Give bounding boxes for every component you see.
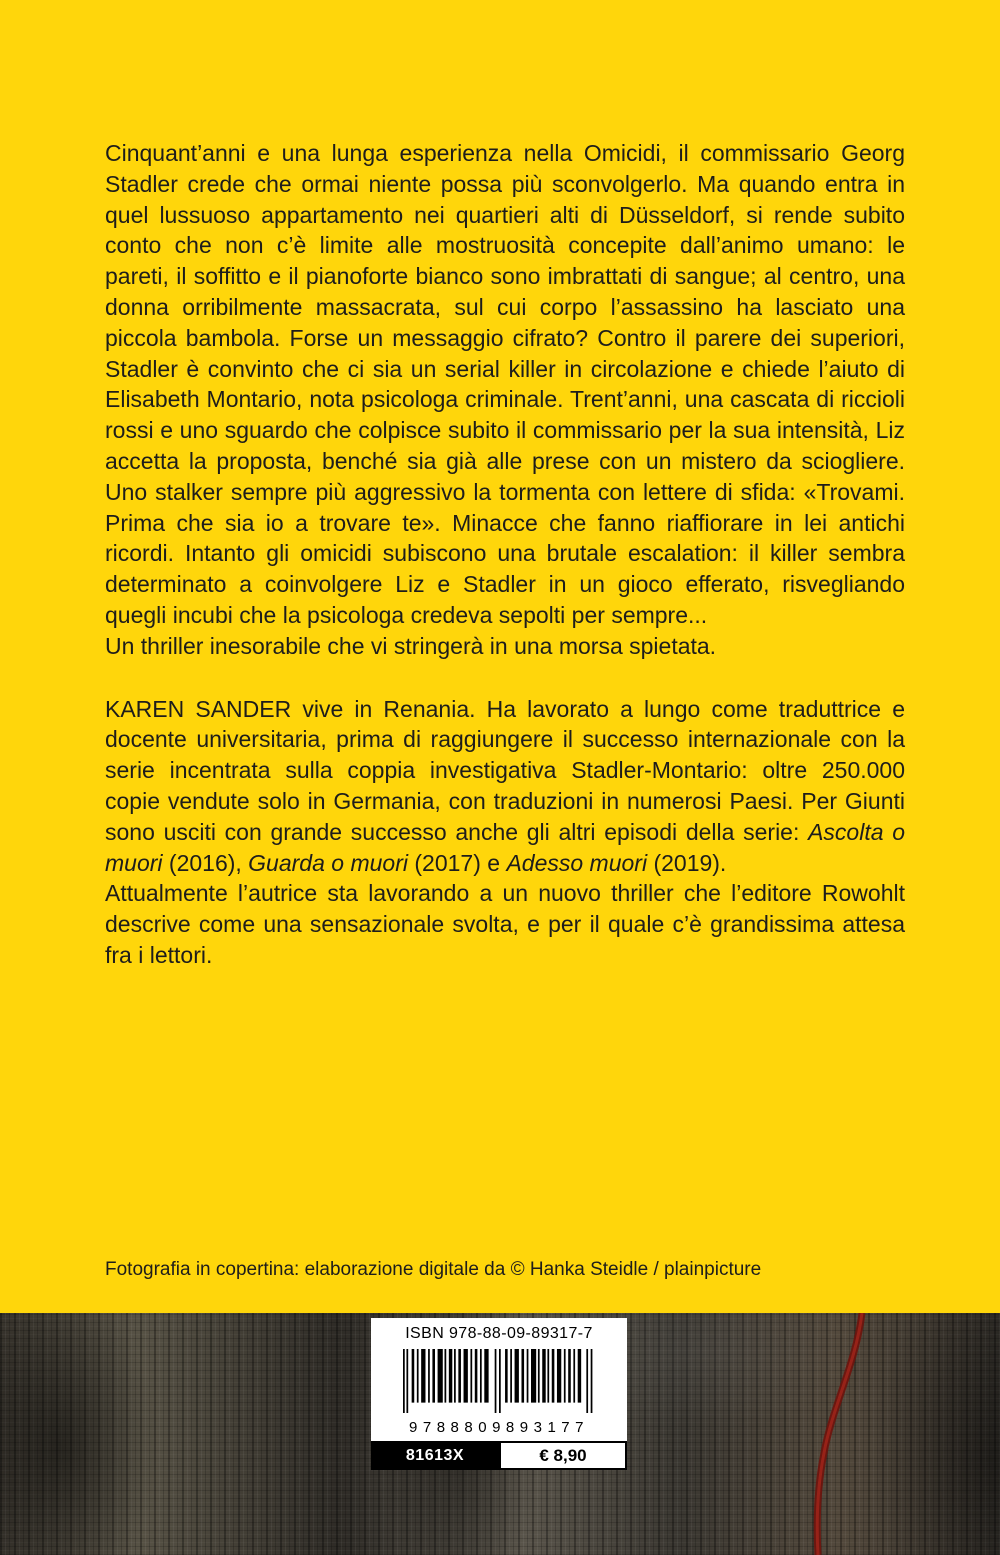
barcode — [371, 1343, 627, 1418]
edition-code: 81613X — [371, 1441, 499, 1470]
author-bio-paragraph-2: Attualmente l’autrice sta lavorando a un nuovo thriller che l’editore Rowohlt descrive come una sensazionale svolta, e per il quale c’è grandissima attesa fra i lettori. — [105, 880, 905, 968]
barcode-bars — [384, 1349, 614, 1413]
author-bio-paragraph-1: KAREN SANDER vive in Renania. Ha lavorato a lungo come traduttrice e docente universitaria, prima di raggiungere il successo internazionale con la serie incentrata sulla coppia investigativa Stadler-Montario: oltre 250.000 copie vendute solo in Germania, con traduzioni in numerosi Paesi. Per Giunti sono usciti con grande successo anche gli altri episodi della serie: Ascolta o muori (2016), Guarda o muori (2017) e Adesso muori (2019). — [105, 695, 905, 876]
price-tag: € 8,90 — [499, 1441, 627, 1470]
photo-credit: Fotografia in copertina: elaborazione digitale da © Hanka Steidle / plainpicture — [105, 1259, 762, 1280]
price-row — [371, 1441, 627, 1470]
text-column — [105, 138, 905, 971]
author-bio — [105, 694, 905, 971]
synopsis-closing-line: Un thriller inesorabile che vi stringerà in una morsa spietata. — [105, 632, 717, 659]
synopsis-paragraph: Cinquant’anni e una lunga esperienza nella Omicidi, il commissario Georg Stadler crede che ormai niente possa più sconvolgerlo. Ma quando entra in quel lussuoso appartamento nei quartieri alti di Düsseldorf, si rende subito conto che non c’è limite alle mostruosità concepite dall’animo umano: le pareti, il soffitto e il pianoforte bianco sono imbrattati di sangue; al centro, una donna orribilmente massacrata, sul cui corpo l’assassino ha lasciato una piccola bambola. Forse un messaggio cifrato? Contro il parere dei superiori, Stadler è convinto che ci sia un serial killer in circolazione e chiede l’aiuto di Elisabeth Montario, nota psicologa criminale. Trent’anni, una cascata di riccioli rossi e uno sguardo che colpisce subito il commissario per la sua intensità, Liz accetta la proposta, benché sia già alle prese con un mistero da sciogliere. Uno stalker sempre più aggressivo la tormenta con lettere di sfida: «Trovami. Prima che sia io a trovare te». Minacce che fanno riaffiorare in lei antichi ricordi. Intanto gli omicidi subiscono una brutale escalation: il killer sembra determinato a coinvolgere Liz e Stadler in un gioco efferato, risvegliando quegli incubi che la psicologa credeva sepolti per sempre... — [105, 140, 905, 628]
isbn-box — [371, 1318, 627, 1470]
red-thread-decoration — [770, 1313, 930, 1555]
barcode-digits: 9788809893177 — [409, 1419, 589, 1436]
isbn-label: ISBN 978-88-09-89317-7 — [405, 1325, 593, 1342]
